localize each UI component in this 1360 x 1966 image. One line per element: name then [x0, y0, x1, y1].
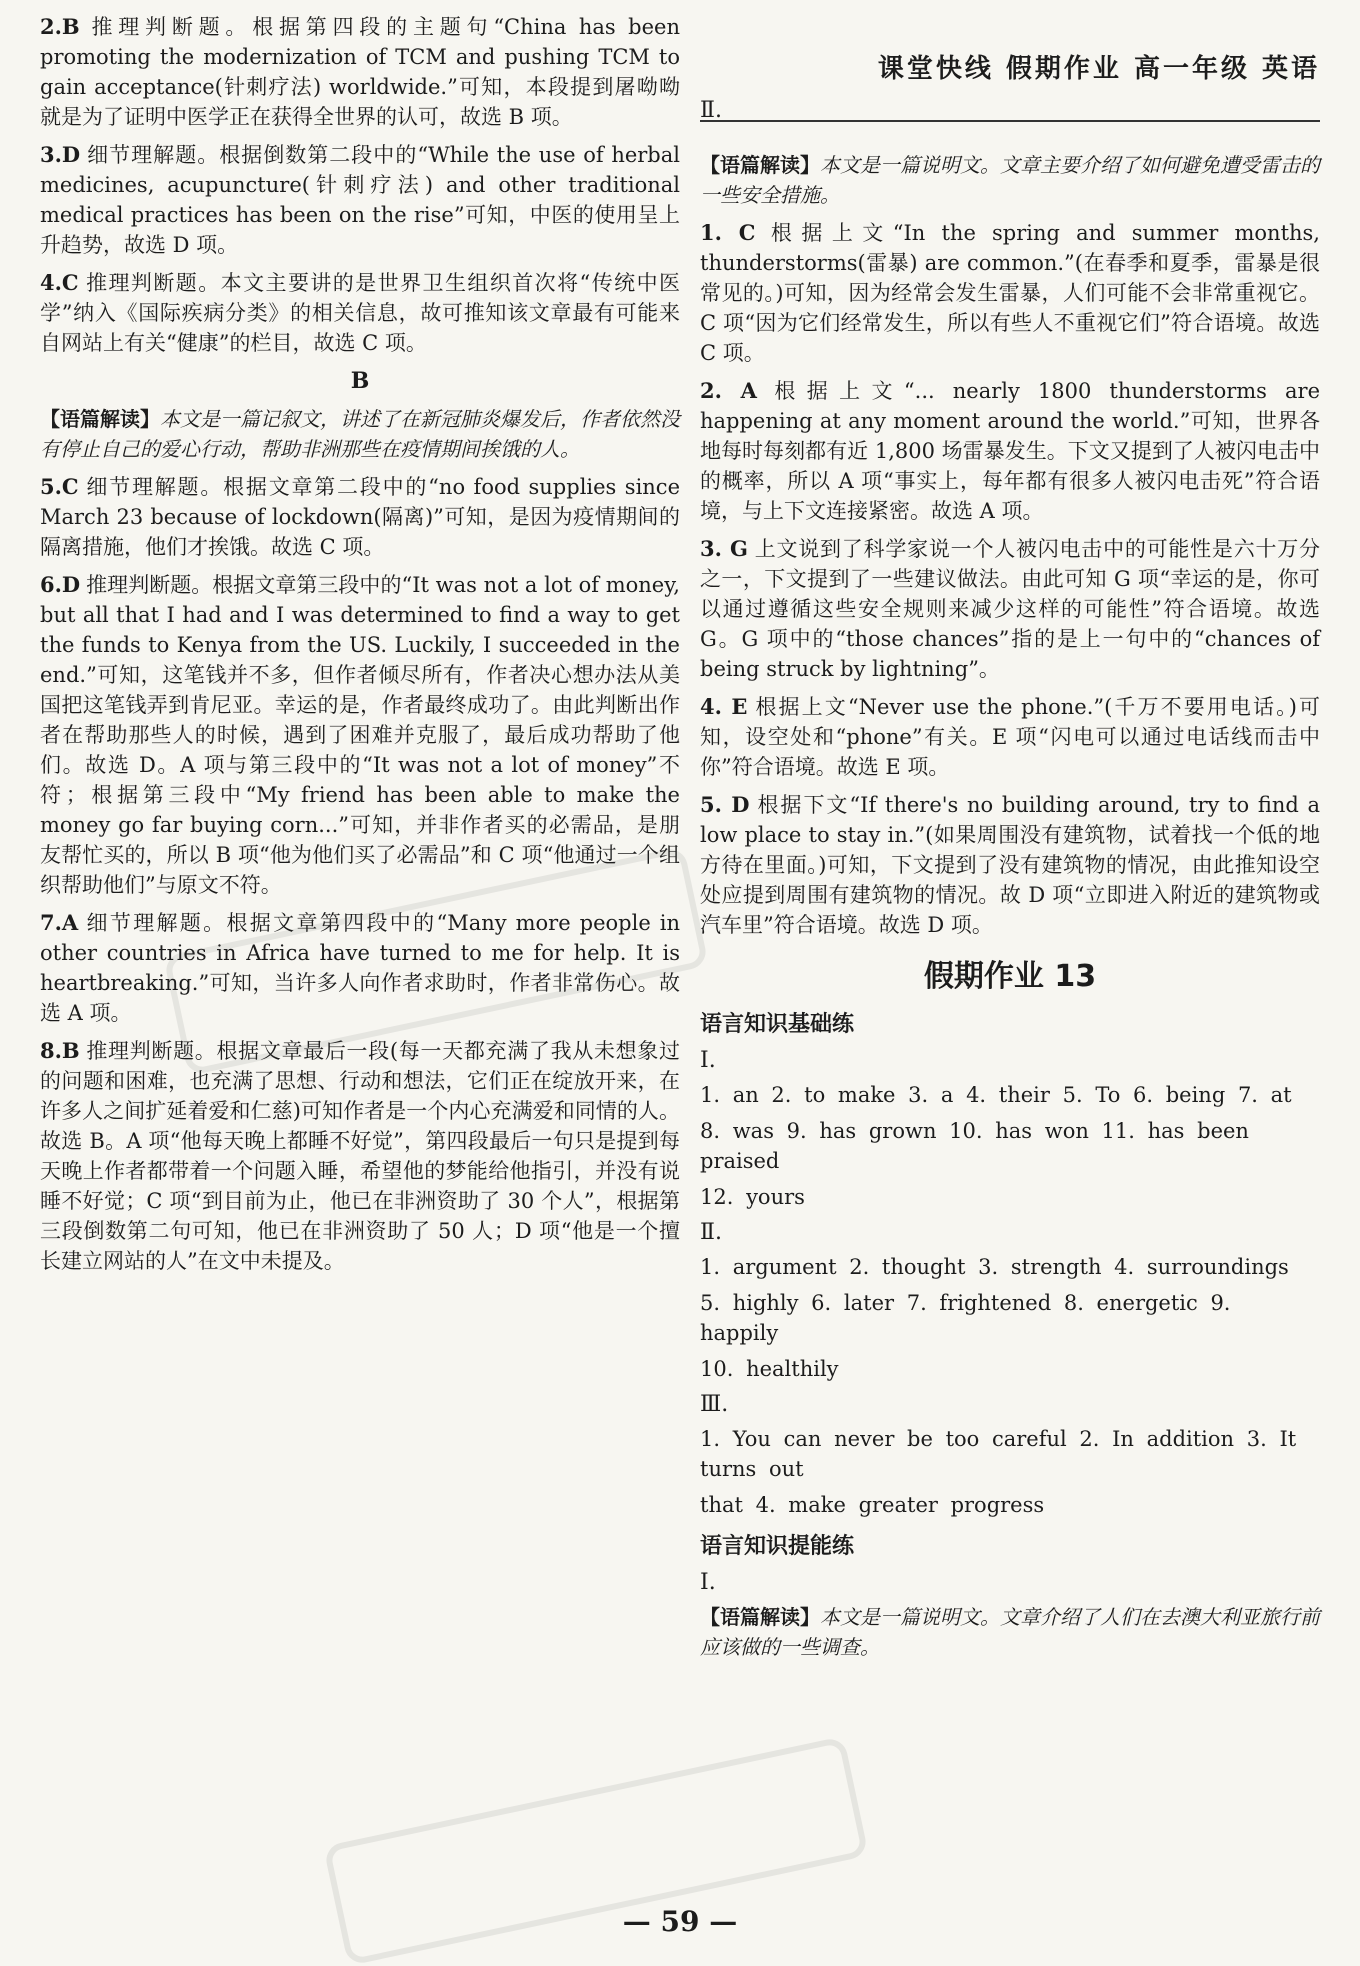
answer-item [40, 268, 680, 358]
passage-summary [40, 404, 680, 464]
roman-heading: Ⅱ. [700, 98, 722, 123]
item-number: 4. E [700, 694, 748, 719]
answer-line: 10. healthily [700, 1357, 839, 1381]
answer-item [700, 218, 1320, 368]
section-title: 假期作业 13 [923, 959, 1097, 994]
summary-tag: 【语篇解读】 [700, 1605, 820, 1629]
answer-line: 1. argument 2. thought 3. strength 4. surroundings [700, 1255, 1289, 1279]
right-column [700, 92, 1320, 1670]
item-text: 细节理解题。根据文章第二段中的“no food supplies since March 23 because of lockdown(隔离)”可知，是因为疫情期间的隔离措施，他们才挨饿。故选 C 项。 [40, 475, 680, 559]
item-number: 2.B [40, 14, 80, 39]
item-text: 推理判断题。根据文章最后一段(每一天都充满了我从未想象过的问题和困难，也充满了思想、行动和想法，它们正在绽放开来，在许多人之间扩延着爱和仁慈)可知作者是一个内心充满爱和同情的人。故选 B。A 项“他每天晚上都睡不好觉”，第四段最后一句只是提到每天晚上作者都带着一个问题入睡，希望他的梦能给他指引，并没有说睡不好觉；C 项“到目前为止，他已在非洲资助了 30 个人”，根据第三段倒数第二句可知，他已在非洲资助了 50 人；D 项“他是一个擅长建立网站的人”在文中未提及。 [40, 1039, 680, 1273]
subsection-title: 语言知识提能练 [700, 1534, 855, 1559]
left-column [40, 12, 680, 1284]
summary-text: 本文是一篇记叙文，讲述了在新冠肺炎爆发后，作者依然没有停止自己的爱心行动，帮助非洲那些在疫情期间挨饿的人。 [40, 407, 680, 461]
roman-heading: Ⅲ. [700, 1392, 729, 1417]
item-text: 推理判断题。本文主要讲的是世界卫生组织首次将“传统中医学”纳入《国际疾病分类》的相关信息，故可推知该文章最有可能来自网站上有关“健康”的栏目，故选 C 项。 [40, 271, 680, 355]
answer-line: that 4. make greater progress [700, 1493, 1045, 1517]
answer-line: 1. You can never be too careful 2. In addition 3. It turns out [700, 1427, 1297, 1481]
item-text: 推理判断题。根据第四段的主题句“China has been promoting the modernization of TCM and pushing TCM to gain acceptance(针刺疗法) worldwide.”可知，本段提到屠呦呦就是为了证明中医学正在获得全世界的认可，故选 B 项。 [40, 15, 680, 129]
item-number: 8.B [40, 1038, 80, 1063]
summary-text: 本文是一篇说明文。文章主要介绍了如何避免遭受雷击的一些安全措施。 [700, 153, 1320, 207]
item-text: 细节理解题。根据倒数第二段中的“While the use of herbal medicines, acupuncture(针刺疗法) and other traditional medical practices has been on the rise”可知，中医的使用呈上升趋势，故选 D 项。 [40, 143, 680, 257]
item-number: 5. D [700, 792, 750, 817]
answer-line: 5. highly 6. later 7. frightened 8. energetic 9. happily [700, 1291, 1231, 1345]
answer-item [40, 140, 680, 260]
subsection-title: 语言知识基础练 [700, 1012, 855, 1037]
summary-text: 本文是一篇说明文。文章介绍了人们在去澳大利亚旅行前应该做的一些调查。 [700, 1605, 1320, 1659]
summary-tag: 【语篇解读】 [700, 153, 820, 177]
answer-item [40, 570, 680, 900]
item-number: 6.D [40, 572, 81, 597]
answer-line: 1. an 2. to make 3. a 4. their 5. To 6. being 7. at [700, 1083, 1292, 1107]
item-text: 根据上文“In the spring and summer months, thunderstorms(雷暴) are common.”(在春季和夏季，雷暴是很常见的。)可知，因为经常会发生雷暴，人们可能不会非常重视它。C 项“因为它们经常发生，所以有些人不重视它们”符合语境。故选 C 项。 [700, 221, 1320, 365]
answer-line: 8. was 9. has grown 10. has won 11. has been praised [700, 1119, 1249, 1173]
passage-summary [700, 150, 1320, 210]
roman-heading: Ⅱ. [700, 1220, 722, 1245]
item-number: 5.C [40, 474, 79, 499]
answer-item [40, 12, 680, 132]
answer-item [700, 790, 1320, 940]
item-number: 3.D [40, 142, 81, 167]
answer-item [40, 472, 680, 562]
item-text: 根据上文“... nearly 1800 thunderstorms are happening at any moment around the world.”可知，世界各地每时每刻都有近 1,800 场雷暴发生。下文又提到了人被闪电击中的概率，所以 A 项“事实上，每年都有很多人被闪电击死”符合语境，与上下文连接紧密。故选 A 项。 [700, 379, 1321, 523]
page-number: — 59 — [622, 1905, 738, 1938]
passage-summary [700, 1602, 1320, 1662]
answer-item [40, 1036, 680, 1276]
page-header: 课堂快线 假期作业 高一年级 英语 [877, 54, 1320, 84]
answer-item [700, 692, 1320, 782]
item-number: 3. G [700, 536, 748, 561]
item-number: 2. A [700, 378, 757, 403]
item-text: 上文说到了科学家说一个人被闪电击中的可能性是六十万分之一，下文提到了一些建议做法。由此可知 G 项“幸运的是，你可以通过遵循这些安全规则来减少这样的可能性”符合语境。故选 G。G 项中的“those chances”指的是上一句中的“chances of being struck by lightning”。 [700, 537, 1321, 681]
summary-tag: 【语篇解读】 [40, 407, 160, 431]
item-number: 1. C [700, 220, 756, 245]
item-text: 细节理解题。根据文章第四段中的“Many more people in other countries in Africa have turned to me for help. It is heartbreaking.”可知，当许多人向作者求助时，作者非常伤心。故选 A 项。 [40, 911, 680, 1025]
item-text: 根据下文“If there's no building around, try to find a low place to stay in.”(如果周围没有建筑物，试着找一个低的地方待在里面。)可知，下文提到了没有建筑物的情况，由此推知设空处应提到周围有建筑物的情况。故 D 项“立即进入附近的建筑物或汽车里”符合语境。故选 D 项。 [700, 793, 1320, 937]
item-number: 4.C [40, 270, 79, 295]
answer-item [700, 534, 1320, 684]
roman-heading: Ⅰ. [700, 1048, 716, 1073]
answer-line: 12. yours [700, 1185, 805, 1209]
item-text: 推理判断题。根据文章第三段中的“It was not a lot of money, but all that I had and I was determined to find a way to get the funds to Kenya from the US. Luckily, I succeeded in the end.”可知，这笔钱并不多，但作者倾尽所有，作者决心想办法从美国把这笔钱弄到肯尼亚。幸运的是，作者最终成功了。由此判断出作者在帮助那些人的时候，遇到了困难并克服了，最后成功帮助了他们。故选 D。A 项与第三段中的“It was not a lot of money”不符；根据第三段中“My friend has been able to make the money go far buying corn...”可知，并非作者买的必需品，是朋友帮忙买的，所以 B 项“他为他们买了必需品”和 C 项“他通过一个组织帮助他们”与原文不符。 [40, 573, 680, 897]
item-text: 根据上文“Never use the phone.”(千万不要用电话。)可知，设空处和“phone”有关。E 项“闪电可以通过电话线而击中你”符合语境。故选 E 项。 [700, 695, 1320, 779]
section-letter-b: B [350, 368, 370, 394]
answer-item [700, 376, 1320, 526]
item-number: 7.A [40, 910, 79, 935]
roman-heading: Ⅰ. [700, 1570, 716, 1595]
